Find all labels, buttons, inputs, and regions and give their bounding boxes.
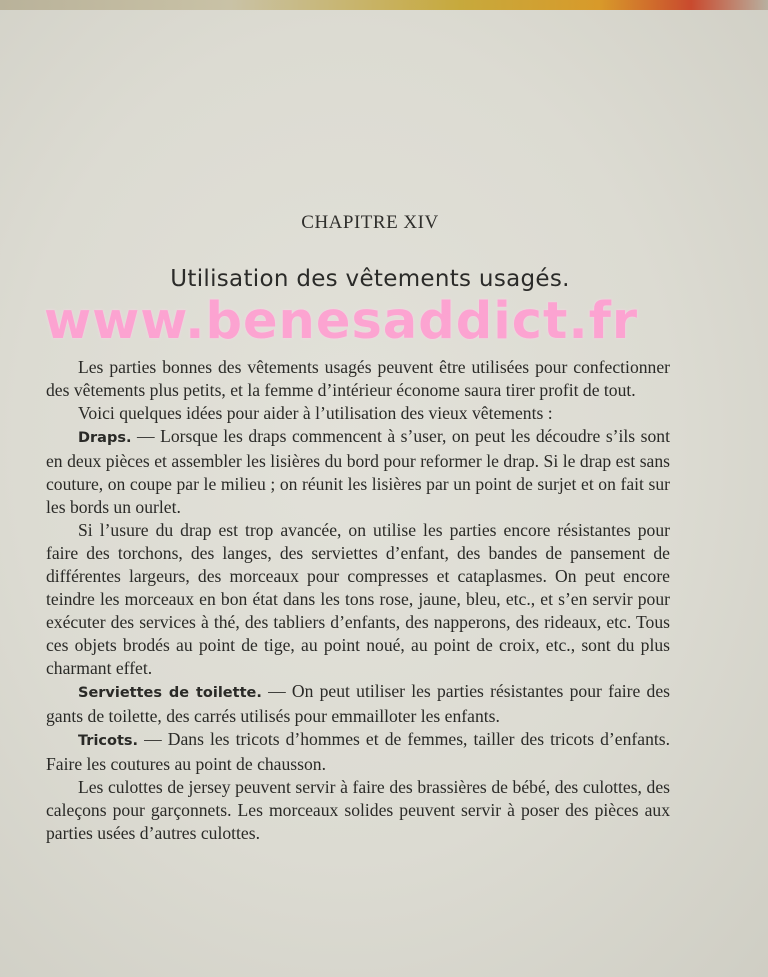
- paragraph-text: Les culottes de jersey peuvent servir à faire des brassières de bébé, des culottes, des caleçons pour garçonnets. Les morceaux solides peuvent servir à poser des pièces aux parties usées d’autres culottes.: [46, 777, 670, 843]
- chapter-heading: CHAPITRE XIV: [301, 212, 439, 233]
- paragraph: [46, 402, 670, 425]
- section-runin: Serviettes de toilette.: [78, 685, 262, 701]
- section-runin: Draps.: [78, 430, 132, 446]
- paragraph-text: Voici quelques idées pour aider à l’utilisation des vieux vêtements :: [78, 403, 553, 423]
- paragraph-text: — Dans les tricots d’hommes et de femmes, tailler des tricots d’enfants. Faire les coutures au point de chausson.: [46, 729, 670, 774]
- paragraph: [46, 356, 670, 402]
- section-runin: Tricots.: [78, 733, 139, 749]
- watermark: www.benesaddict.fr: [44, 292, 639, 351]
- paragraph: [46, 728, 670, 776]
- paragraph: [46, 519, 670, 680]
- body-text: [46, 356, 670, 845]
- paragraph: [46, 680, 670, 728]
- paragraph: [46, 425, 670, 519]
- paragraph-text: — On peut utiliser les parties résistantes pour faire des gants de toilette, des carrés utilisés pour emmailloter les enfants.: [46, 681, 671, 726]
- paragraph-text: — Lorsque les draps commencent à s’user, on peut les découdre s’ils sont en deux pièces et assembler les lisières du bord pour reformer le drap. Si le drap est sans couture, on coupe par le milieu ; on réunit les lisières par un point de surjet et on fait sur les bords un ourlet.: [46, 426, 670, 517]
- page-title: Utilisation des vêtements usagés.: [170, 266, 570, 292]
- paragraph: [46, 776, 670, 845]
- paragraph-text: Les parties bonnes des vêtements usagés peuvent être utilisées pour confectionner des vêtements plus petits, et la femme d’intérieur économe saura tirer profit de tout.: [46, 357, 670, 400]
- paragraph-text: Si l’usure du drap est trop avancée, on utilise les parties encore résistantes pour faire des torchons, des langes, des serviettes d’enfant, des bandes de pansement de différentes largeurs, des morceaux pour compresses et cataplasmes. On peut encore teindre les morceaux en bon état dans les tons rose, jaune, bleu, etc., et s’en servir pour exécuter des services à thé, des tabliers d’enfants, des napperons, des rideaux, etc. Tous ces objets brodés au point de tige, au point noué, au point de croix, etc., sont du plus charmant effet.: [46, 520, 670, 678]
